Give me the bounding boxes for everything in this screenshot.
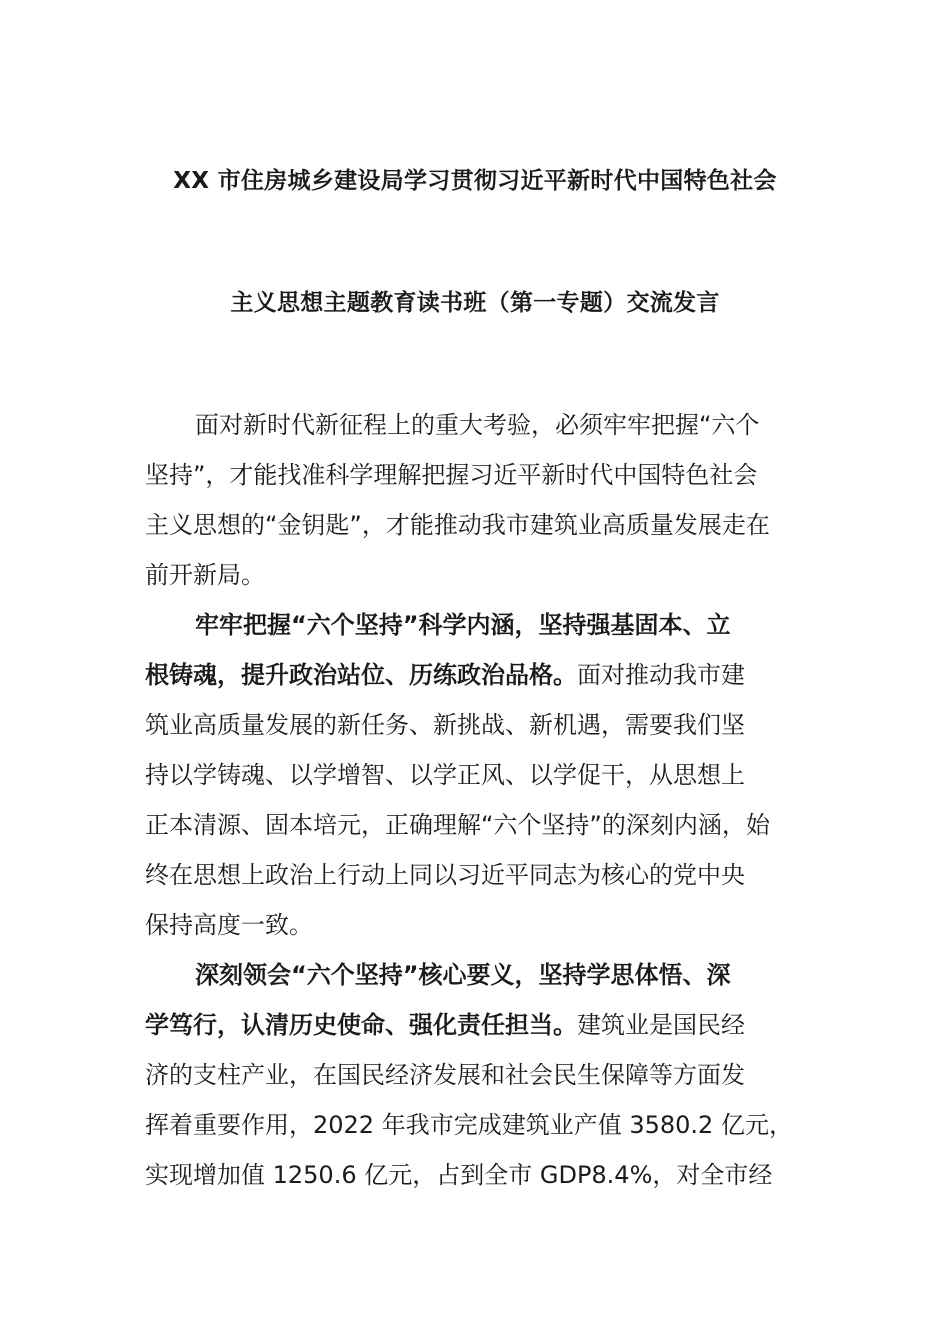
paragraph-line: 实现增加值 1250.6 亿元，占到全市 GDP8.4%，对全市经 [145, 1161, 773, 1189]
paragraph-line: 面对新时代新征程上的重大考验，必须牢牢把握“六个 [195, 411, 760, 439]
paragraph-line: 坚持”，才能找准科学理解把握习近平新时代中国特色社会 [145, 461, 758, 489]
paragraph-line: 正本清源、固本培元，正确理解“六个坚持”的深刻内涵，始 [145, 811, 770, 839]
paragraph-line: 前开新局。 [145, 561, 265, 589]
paragraph-line [145, 650, 810, 700]
paragraph-3 [145, 950, 810, 1200]
paragraph-text: 建筑业是国民经 [577, 1011, 745, 1039]
document-body [145, 400, 810, 1200]
paragraph-line: 济的支柱产业，在国民经济发展和社会民生保障等方面发 [145, 1061, 745, 1089]
paragraph-2 [145, 600, 810, 950]
paragraph-line: 主义思想的“金钥匙”，才能推动我市建筑业高质量发展走在 [145, 511, 770, 539]
paragraph-line [145, 1000, 810, 1050]
paragraph-heading-line: 牢牢把握“六个坚持”科学内涵，坚持强基固本、立 [195, 611, 731, 639]
paragraph-heading-tail: 学笃行，认清历史使命、强化责任担当。 [145, 1011, 577, 1039]
document-title-line-1: XX 市住房城乡建设局学习贯彻习近平新时代中国特色社会 [173, 168, 777, 194]
paragraph-heading-tail: 根铸魂，提升政治站位、历练政治品格。 [145, 661, 577, 689]
paragraph-line: 筑业高质量发展的新任务、新挑战、新机遇，需要我们坚 [145, 711, 745, 739]
paragraph-line: 持以学铸魂、以学增智、以学正风、以学促干，从思想上 [145, 761, 745, 789]
document-title-line-2: 主义思想主题教育读书班（第一专题）交流发言 [230, 290, 720, 316]
paragraph-heading-line: 深刻领会“六个坚持”核心要义，坚持学思体悟、深 [195, 961, 731, 989]
paragraph-line: 保持高度一致。 [145, 911, 313, 939]
paragraph-line: 挥着重要作用，2022 年我市完成建筑业产值 3580.2 亿元， [145, 1111, 793, 1139]
paragraph-line: 终在思想上政治上行动上同以习近平同志为核心的党中央 [145, 861, 745, 889]
paragraph-text: 面对推动我市建 [577, 661, 745, 689]
paragraph-1 [145, 400, 810, 600]
